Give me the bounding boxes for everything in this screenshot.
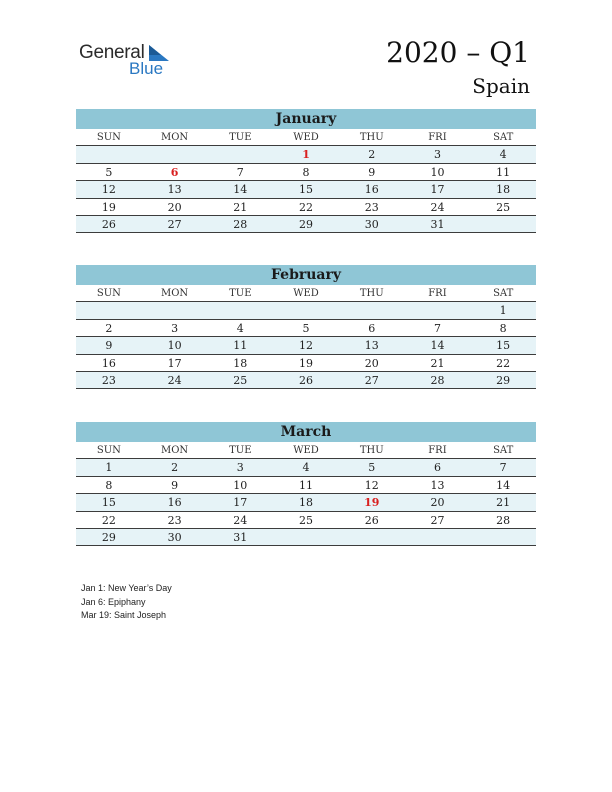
day-cell: 23 xyxy=(364,200,379,214)
weekday-label: WED xyxy=(293,445,319,456)
day-cell: 15 xyxy=(496,339,511,353)
weekday-label: SAT xyxy=(493,288,514,299)
month-table-march xyxy=(76,422,536,546)
logo-text-general: General xyxy=(79,42,145,63)
day-cell xyxy=(273,529,339,545)
week-row xyxy=(76,337,536,354)
day-cell: 17 xyxy=(233,496,248,510)
day-cell: 19 xyxy=(299,356,314,370)
weekday-label: SAT xyxy=(493,132,514,143)
day-cell: 27 xyxy=(364,373,379,387)
holiday-notes xyxy=(81,582,172,623)
day-cell: 6 xyxy=(433,461,441,475)
day-cell: 19 xyxy=(101,200,116,214)
day-cell: 25 xyxy=(299,513,314,527)
holiday-day-cell: 1 xyxy=(302,148,310,162)
week-row xyxy=(76,164,536,181)
week-row xyxy=(76,199,536,216)
weekday-label: SUN xyxy=(96,288,121,299)
day-cell: 14 xyxy=(430,339,445,353)
month-name: January xyxy=(76,109,536,129)
day-cell xyxy=(76,146,142,162)
holiday-day-cell: 19 xyxy=(364,496,380,510)
weekday-label: MON xyxy=(160,288,189,299)
week-row xyxy=(76,302,536,319)
day-cell: 16 xyxy=(364,183,379,197)
day-cell: 6 xyxy=(368,321,376,335)
day-cell: 26 xyxy=(299,373,314,387)
day-cell: 26 xyxy=(364,513,379,527)
month-name: March xyxy=(76,422,536,442)
day-cell: 28 xyxy=(496,513,511,527)
weekday-label: FRI xyxy=(428,445,447,456)
day-cell: 22 xyxy=(496,356,511,370)
generalblue-logo xyxy=(79,40,189,80)
day-cell xyxy=(142,146,208,162)
day-cell: 18 xyxy=(496,183,511,197)
day-cell: 14 xyxy=(233,183,248,197)
day-cell: 13 xyxy=(430,478,445,492)
day-cell: 23 xyxy=(167,513,182,527)
day-cell: 24 xyxy=(430,200,445,214)
day-cell: 18 xyxy=(299,496,314,510)
day-cell: 3 xyxy=(236,461,244,475)
day-cell: 17 xyxy=(430,183,445,197)
day-cell: 13 xyxy=(167,183,182,197)
day-cell: 3 xyxy=(433,148,441,162)
day-cell: 24 xyxy=(167,373,182,387)
day-cell xyxy=(142,302,208,318)
holiday-note: Jan 6: Epiphany xyxy=(81,596,146,607)
day-cell: 28 xyxy=(430,373,445,387)
day-cell xyxy=(405,302,471,318)
holiday-note: Mar 19: Saint Joseph xyxy=(81,610,167,620)
day-cell: 30 xyxy=(167,530,182,544)
day-cell xyxy=(470,529,536,545)
day-cell xyxy=(470,216,536,232)
weekday-label: FRI xyxy=(428,132,447,143)
day-cell: 1 xyxy=(105,461,113,475)
weekday-label: TUE xyxy=(229,132,252,143)
day-cell: 22 xyxy=(101,513,116,527)
holiday-note: Jan 1: New Year’s Day xyxy=(81,583,172,593)
weekday-label: SAT xyxy=(493,445,514,456)
day-cell: 20 xyxy=(364,356,379,370)
day-cell: 12 xyxy=(299,339,314,353)
logo-text-blue: Blue xyxy=(129,59,164,78)
day-cell: 2 xyxy=(171,461,179,475)
day-cell: 9 xyxy=(368,165,376,179)
day-cell: 8 xyxy=(302,165,310,179)
day-cell: 10 xyxy=(167,339,182,353)
weekday-label: WED xyxy=(293,132,319,143)
day-cell: 4 xyxy=(499,148,507,162)
week-row xyxy=(76,216,536,233)
day-cell: 16 xyxy=(101,356,116,370)
day-cell xyxy=(273,302,339,318)
day-cell: 24 xyxy=(233,513,248,527)
day-cell: 3 xyxy=(171,321,179,335)
week-row xyxy=(76,181,536,198)
weekday-label: THU xyxy=(359,445,384,456)
week-row xyxy=(76,477,536,494)
day-cell: 27 xyxy=(430,513,445,527)
day-cell: 7 xyxy=(236,165,244,179)
day-cell: 9 xyxy=(171,478,179,492)
month-table-january xyxy=(76,109,536,233)
day-cell: 11 xyxy=(299,478,314,492)
weekday-label: SUN xyxy=(96,445,121,456)
day-cell: 7 xyxy=(499,461,507,475)
day-cell: 21 xyxy=(430,356,445,370)
day-cell xyxy=(207,146,273,162)
week-row xyxy=(76,529,536,546)
day-cell: 15 xyxy=(101,496,116,510)
weekday-label: THU xyxy=(359,132,384,143)
day-cell: 20 xyxy=(430,496,445,510)
week-row xyxy=(76,146,536,163)
day-cell: 15 xyxy=(299,183,314,197)
day-cell: 12 xyxy=(364,478,379,492)
day-cell: 17 xyxy=(167,356,182,370)
day-cell: 20 xyxy=(167,200,182,214)
day-cell: 16 xyxy=(167,496,182,510)
weekday-label: SUN xyxy=(96,132,121,143)
day-cell: 25 xyxy=(233,373,248,387)
week-row xyxy=(76,512,536,529)
day-cell: 2 xyxy=(368,148,376,162)
day-cell: 14 xyxy=(496,478,511,492)
day-cell: 31 xyxy=(430,217,445,231)
weekday-header-row xyxy=(76,442,536,459)
week-row xyxy=(76,372,536,389)
day-cell: 11 xyxy=(233,339,248,353)
week-row xyxy=(76,320,536,337)
day-cell: 1 xyxy=(499,304,507,318)
day-cell: 29 xyxy=(101,530,116,544)
weekday-label: TUE xyxy=(229,445,252,456)
day-cell: 26 xyxy=(101,217,116,231)
country-name: Spain xyxy=(472,74,530,98)
day-cell: 25 xyxy=(496,200,511,214)
day-cell xyxy=(339,529,405,545)
weekday-label: TUE xyxy=(229,288,252,299)
month-table-february xyxy=(76,265,536,389)
page-title: 2020 – Q1 xyxy=(386,36,530,69)
day-cell: 2 xyxy=(105,321,113,335)
day-cell: 5 xyxy=(302,321,310,335)
week-row xyxy=(76,355,536,372)
day-cell: 29 xyxy=(299,217,314,231)
day-cell: 8 xyxy=(499,321,507,335)
day-cell xyxy=(339,302,405,318)
day-cell: 23 xyxy=(101,373,116,387)
weekday-label: WED xyxy=(293,288,319,299)
day-cell xyxy=(207,302,273,318)
day-cell: 21 xyxy=(496,496,511,510)
day-cell: 22 xyxy=(299,200,314,214)
week-row xyxy=(76,459,536,476)
weekday-header-row xyxy=(76,285,536,302)
day-cell: 10 xyxy=(430,165,445,179)
day-cell: 13 xyxy=(364,339,379,353)
week-row xyxy=(76,494,536,511)
day-cell: 21 xyxy=(233,200,248,214)
day-cell: 28 xyxy=(233,217,248,231)
day-cell: 7 xyxy=(433,321,441,335)
day-cell xyxy=(76,302,142,318)
day-cell: 8 xyxy=(105,478,113,492)
weekday-header-row xyxy=(76,129,536,146)
day-cell: 12 xyxy=(101,183,116,197)
weekday-label: FRI xyxy=(428,288,447,299)
holiday-day-cell: 6 xyxy=(170,165,179,179)
day-cell: 29 xyxy=(496,373,511,387)
day-cell: 10 xyxy=(233,478,248,492)
day-cell: 5 xyxy=(368,461,376,475)
day-cell: 31 xyxy=(233,530,248,544)
weekday-label: MON xyxy=(160,445,189,456)
day-cell: 27 xyxy=(167,217,182,231)
day-cell: 18 xyxy=(233,356,248,370)
day-cell: 4 xyxy=(236,321,244,335)
day-cell: 30 xyxy=(364,217,379,231)
weekday-label: MON xyxy=(160,132,189,143)
day-cell: 9 xyxy=(105,339,113,353)
day-cell: 11 xyxy=(496,165,511,179)
weekday-label: THU xyxy=(359,288,384,299)
day-cell xyxy=(405,529,471,545)
month-name: February xyxy=(76,265,536,285)
day-cell: 4 xyxy=(302,461,310,475)
day-cell: 5 xyxy=(105,165,113,179)
